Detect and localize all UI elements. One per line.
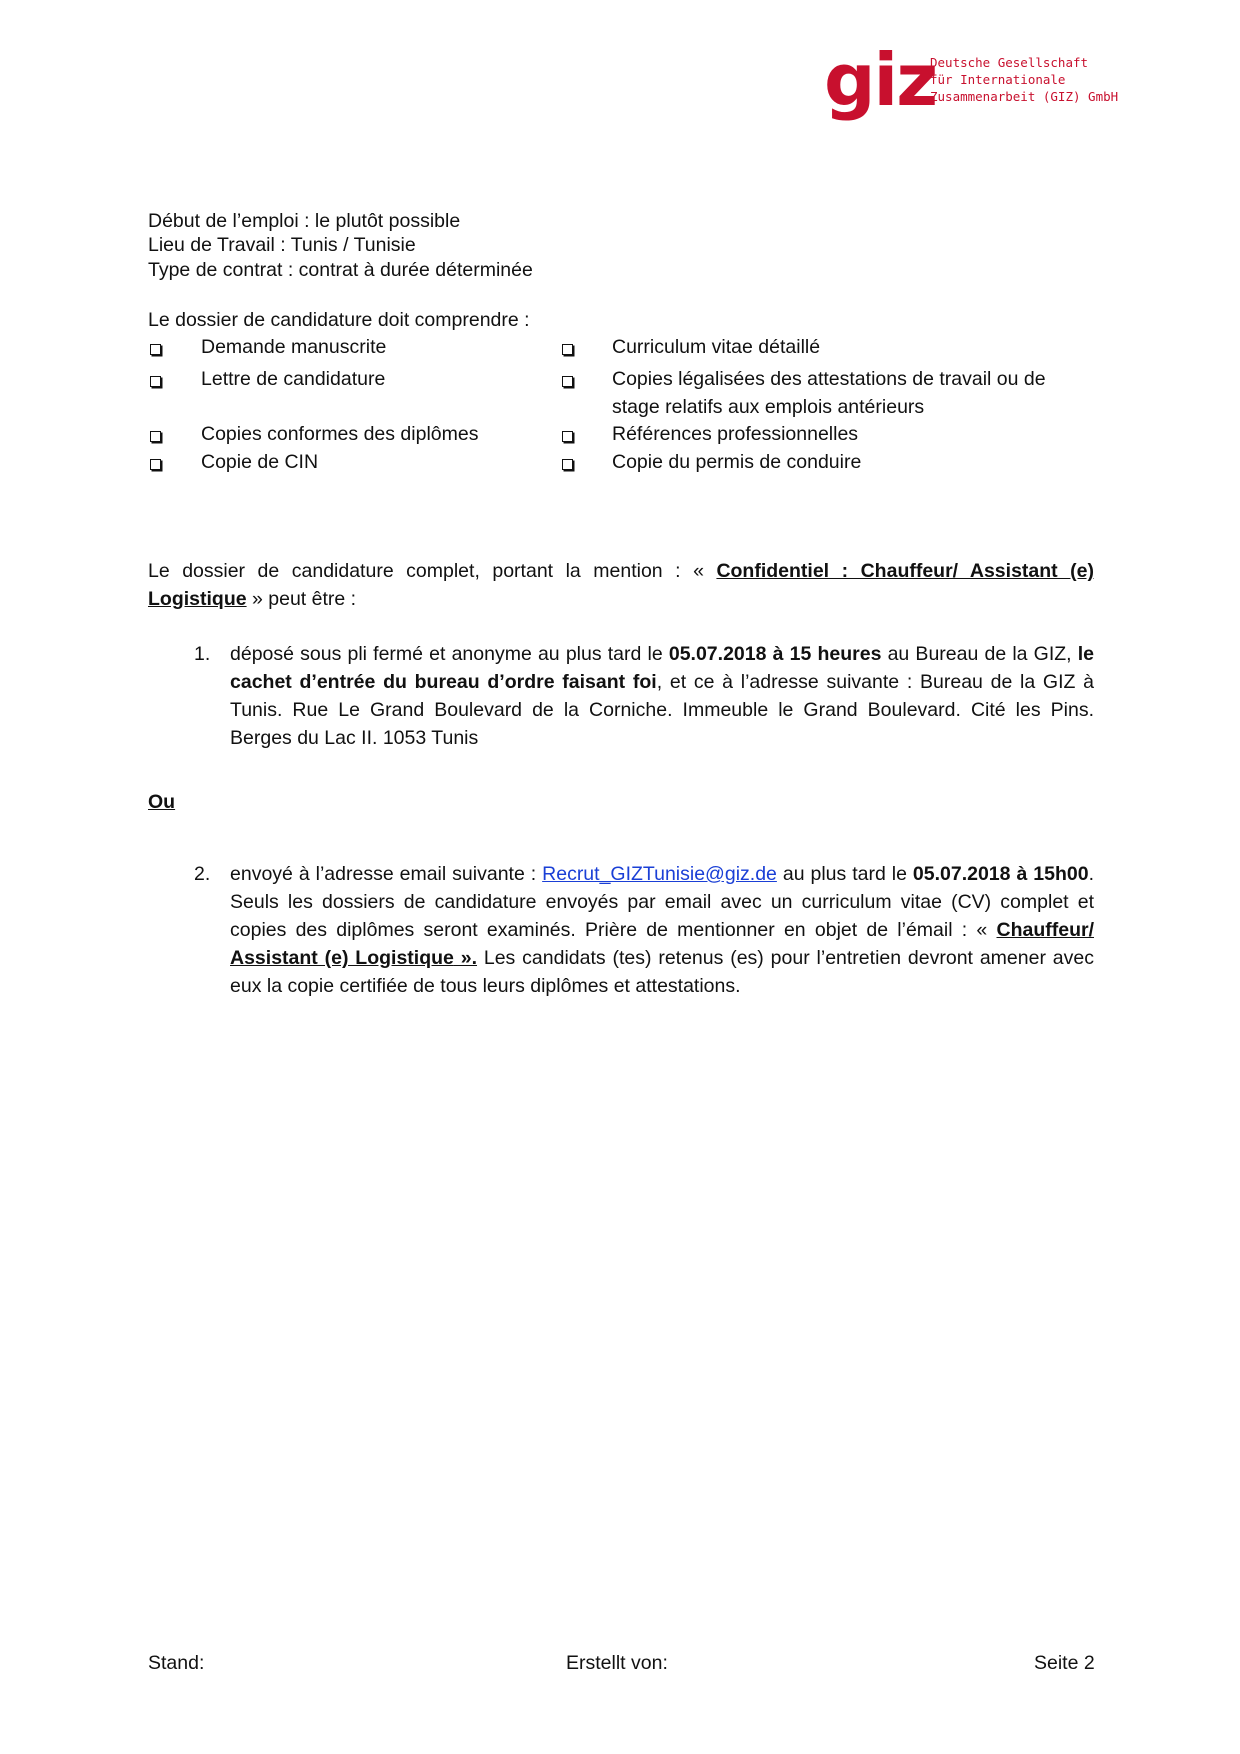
option-2-text-3: . Seuls les dossiers de candidature envoyés par email avec un curriculum vitae (CV) complet et copies des diplômes seront examinés. Prière de mentionner en objet de l’émail : «: [230, 863, 1094, 941]
email-link[interactable]: Recrut_GIZTunisie@giz.de: [542, 863, 777, 885]
option-2-text-2: au plus tard le: [776, 863, 913, 885]
dossier-intro: Le dossier de candidature doit comprendre :: [148, 309, 530, 331]
option-1-text-1: déposé sous pli fermé et anonyme au plus tard le: [230, 643, 669, 665]
checklist-item: Copies conformes des diplômes: [201, 423, 479, 445]
checkbox-icon: [150, 376, 161, 387]
option-1-stamp-note: le cachet d’entrée du bureau d’ordre faisant foi: [230, 643, 1095, 693]
checkbox-icon: [562, 459, 573, 470]
checklist-item: Copie de CIN: [201, 451, 319, 473]
checklist-item: Références professionnelles: [612, 423, 859, 445]
giz-logo-mark: giz: [824, 38, 937, 122]
checkbox-icon: [150, 459, 161, 470]
logo-line-2: für Internationale: [930, 72, 1066, 87]
option-2-deadline: 05.07.2018 à 15h00: [912, 863, 1089, 885]
checklist-item: Lettre de candidature: [201, 368, 386, 390]
checkbox-icon: [562, 376, 573, 387]
checklist-item: Copies légalisées des attestations de travail ou de: [612, 368, 1046, 390]
giz-logo: [824, 38, 1119, 124]
job-start: Début de l’emploi : le plutôt possible: [148, 210, 461, 232]
job-location: Lieu de Travail : Tunis / Tunisie: [148, 234, 416, 256]
checklist-item: Copie du permis de conduire: [612, 451, 862, 473]
checkbox-icon: [562, 344, 573, 355]
option-1-paragraph: [230, 640, 1094, 752]
option-2-text-5: Les candidats (tes) retenus (es) pour l’entretien devront amener avec eux la copie certifiée de tous leurs diplômes et attestations.: [230, 947, 1094, 997]
mention-after: » peut être :: [252, 588, 357, 610]
footer-erstellt: Erstellt von:: [566, 1652, 668, 1674]
option-2-text-4: ».: [453, 947, 478, 969]
mention-title: Confidentiel : Chauffeur/ Assistant (e) Logistique: [148, 560, 1094, 610]
option-2-number: 2.: [194, 863, 211, 885]
option-1-deadline: 05.07.2018 à 15 heures: [668, 643, 882, 665]
logo-line-3: Zusammenarbeit (GIZ) GmbH: [930, 89, 1119, 104]
checklist-item-continuation: stage relatifs aux emplois antérieurs: [612, 396, 925, 418]
option-1-text-3: , et ce à l’adresse suivante : Bureau de la GIZ à Tunis. Rue Le Grand Boulevard de la Corniche. Immeuble le Grand Boulevard. Cité les Pins. Berges du Lac II. 1053 Tunis: [230, 671, 1095, 749]
option-2-subject: Chauffeur/ Assistant (e) Logistique: [230, 919, 1094, 969]
checkbox-icon: [150, 431, 161, 442]
footer-stand: Stand:: [148, 1652, 205, 1674]
giz-logo-text: [930, 54, 1118, 105]
mention-before: Le dossier de candidature complet, portant la mention : «: [148, 560, 704, 582]
option-1-number: 1.: [194, 643, 211, 665]
option-2-paragraph: [230, 860, 1094, 1000]
option-2-text-1: envoyé à l’adresse email suivante :: [230, 863, 543, 885]
footer-page-number: Seite 2: [1034, 1652, 1095, 1674]
job-contract: Type de contrat : contrat à durée déterminée: [148, 259, 533, 281]
option-1-text-2: au Bureau de la GIZ,: [881, 643, 1078, 665]
checkbox-icon: [562, 431, 573, 442]
logo-line-1: Deutsche Gesellschaft: [930, 55, 1089, 70]
checkbox-icon: [150, 344, 161, 355]
checklist-item: Demande manuscrite: [201, 336, 387, 358]
or-label: Ou: [148, 791, 176, 813]
mention-paragraph: [148, 557, 1094, 613]
checklist-item: Curriculum vitae détaillé: [612, 336, 821, 358]
